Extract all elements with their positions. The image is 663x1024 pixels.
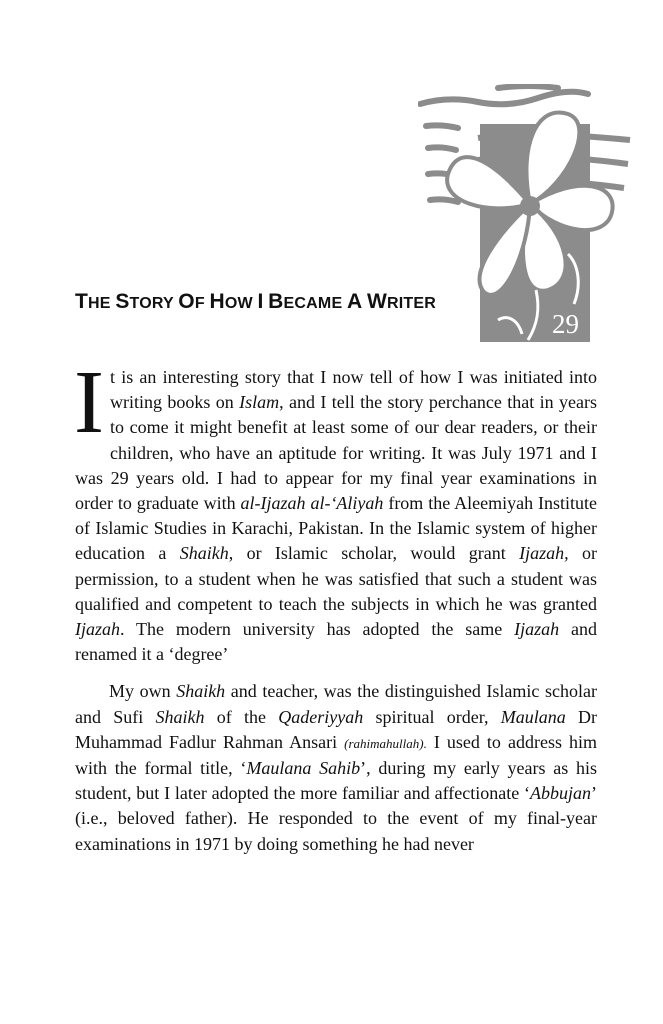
title-word: HOW (209, 290, 253, 313)
title-word: STORY (115, 290, 174, 313)
body-text (74, 353, 598, 857)
title-word: OF (178, 290, 205, 313)
page-number: 29 (552, 309, 579, 339)
title-word: I (257, 290, 264, 313)
title-word: BECAME (268, 290, 343, 313)
paragraph-2: My own Shaikh and teacher, was the distinguished Islamic scholar and Sufi Shaikh of the Qaderiyyah spiritual order, Maulana Dr Muhammad Fadlur Rahman Ansari (rahimahullah). I used to address him with the formal title, ‘Maulana Sahib’, during my early years as his student, but I later adopted the more familiar and affectionate ‘Abbujan’ (i.e., beloved father). He responded to the event of my final-year examinations in 1971 by doing something he had never (75, 681, 598, 854)
drop-cap: I (74, 353, 104, 452)
chapter-title (75, 290, 436, 314)
title-word: WRITER (367, 290, 437, 313)
title-word: THE (75, 290, 111, 313)
flower-stamp-illustration (418, 84, 634, 344)
paragraph-1: It is an interesting story that I now tell of how I was initiated into writing books on Islam, and I tell the story perchance that in years to come it might benefit at least some of our dear readers, or their children, who have an aptitude for writing. It was July 1971 and I was 29 years old. I had to appear for my final year examinations in order to graduate with al-Ijazah al-‘Aliyah from the Aleemiyah Institute of Islamic Studies in Karachi, Pakistan. In the Islamic system of higher education a Shaikh, or Islamic scholar, would grant Ijazah, or permission, to a student when he was satisfied that such a student was qualified and competent to teach the subjects in which he was granted Ijazah. The modern university has adopted the same Ijazah and renamed it a ‘degree’ (74, 353, 598, 665)
title-word: A (346, 290, 363, 313)
